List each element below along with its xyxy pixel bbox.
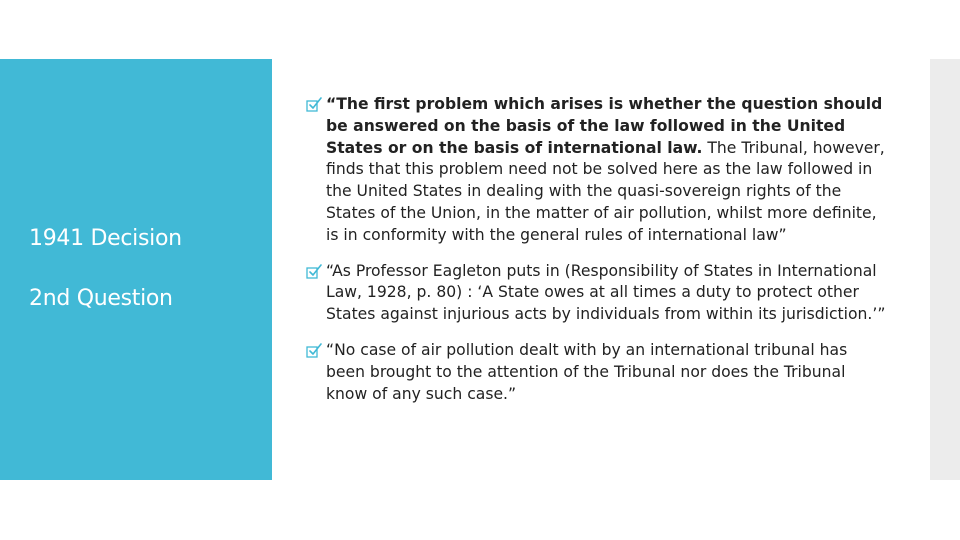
- slide-title-line-1: 1941 Decision: [29, 226, 182, 251]
- bullet-3-text: “No case of air pollution dealt with by an international tribunal has been brought to the attention of the Tribunal nor does the Tribunal know of any such case.”: [326, 340, 848, 403]
- slide-title-line-2: 2nd Question: [29, 286, 173, 311]
- bullet-item-2: [306, 261, 886, 326]
- bullet-item-3: [306, 340, 886, 405]
- side-strip: [930, 59, 960, 480]
- bullet-2-text: “As Professor Eagleton puts in (Responsibility of States in International Law, 1928, p. 80) : ‘A State owes at all times a duty to protect other States against injurious acts by individuals from within its jurisdiction.’”: [326, 261, 886, 324]
- bullet-1-text: The Tribunal, however, finds that this problem need not be solved here as the law followed in the United States in dealing with the quasi-sovereign rights of the States of the Union, in the matter of air pollution, whilst more definite, is in conformity with the general rules of international law”: [326, 138, 885, 244]
- bullet-item-1: [306, 94, 886, 247]
- checkbox-check-icon: [306, 97, 323, 112]
- checkbox-check-icon: [306, 264, 323, 279]
- bullet-list: [306, 94, 886, 419]
- checkbox-check-icon: [306, 343, 323, 358]
- bullet-1-bold-text: “The first problem which arises is whether the question should be answered on the basis of the law followed in the United States or on the basis of international law.: [326, 95, 883, 157]
- accent-panel: [0, 59, 272, 480]
